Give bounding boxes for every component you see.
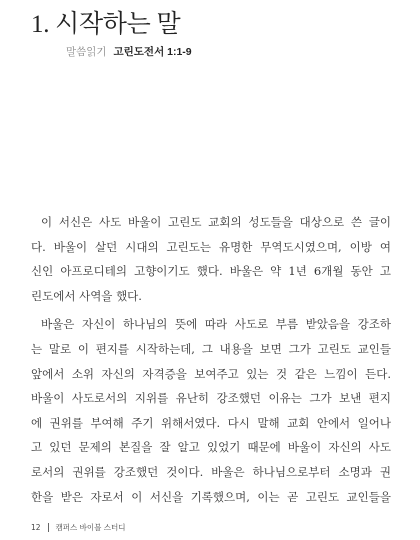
- text-line: 고 있던 문제의 본질을 잘 알고 있었기 때문에 바울이 자신의 사도: [31, 440, 391, 455]
- paragraph: [31, 312, 391, 509]
- text-line: 다. 바울이 살던 시대의 고린도는 유명한 무역도시였으며, 이방 여: [31, 239, 391, 254]
- scripture-reading: [66, 44, 192, 59]
- reading-label: 말씀읽기: [66, 46, 107, 58]
- text-line: 바울이 사도로서의 지위를 유난히 강조했던 이유는 그가 보낸 편지: [31, 391, 391, 406]
- text-line: 앞에서 소위 자신의 자격증을 보여주고 있는 것 같은 느낌이 든다.: [31, 366, 391, 381]
- text-line: 로서의 권위를 강조했던 것이다. 바울은 하나님으로부터 소명과 권: [31, 464, 391, 479]
- reading-passage: 고린도전서 1:1-9: [113, 46, 192, 58]
- book-title: 캠퍼스 바이블 스터디: [55, 523, 126, 532]
- paragraph: [31, 210, 391, 308]
- chapter-title: 1. 시작하는 말: [31, 11, 181, 38]
- text-line: 이 서신은 사도 바울이 고린도 교회의 성도들을 대상으로 쓴 글이: [41, 215, 391, 229]
- page-number: 12: [31, 523, 41, 532]
- footer-divider: [48, 523, 49, 532]
- text-line: 는 말로 이 편지를 시작하는데, 그 내용을 보면 그가 고린도 교인들: [31, 341, 391, 356]
- text-line: 한을 받은 자로서 이 서신을 기록했으며, 이는 곧 고린도 교인들을: [31, 489, 391, 504]
- page-footer: [31, 522, 126, 533]
- text-line: 에 권위를 부여해 주기 위해서였다. 다시 말해 교회 안에서 일어나: [31, 415, 391, 430]
- body-text: [31, 210, 391, 509]
- text-line: 신인 아프로디테의 고향이기도 했다. 바울은 약 1년 6개월 동안 고: [31, 264, 391, 279]
- text-line: 린도에서 사역을 했다.: [31, 288, 142, 303]
- text-line: 바울은 자신이 하나님의 뜻에 따라 사도로 부름 받았음을 강조하: [41, 317, 391, 332]
